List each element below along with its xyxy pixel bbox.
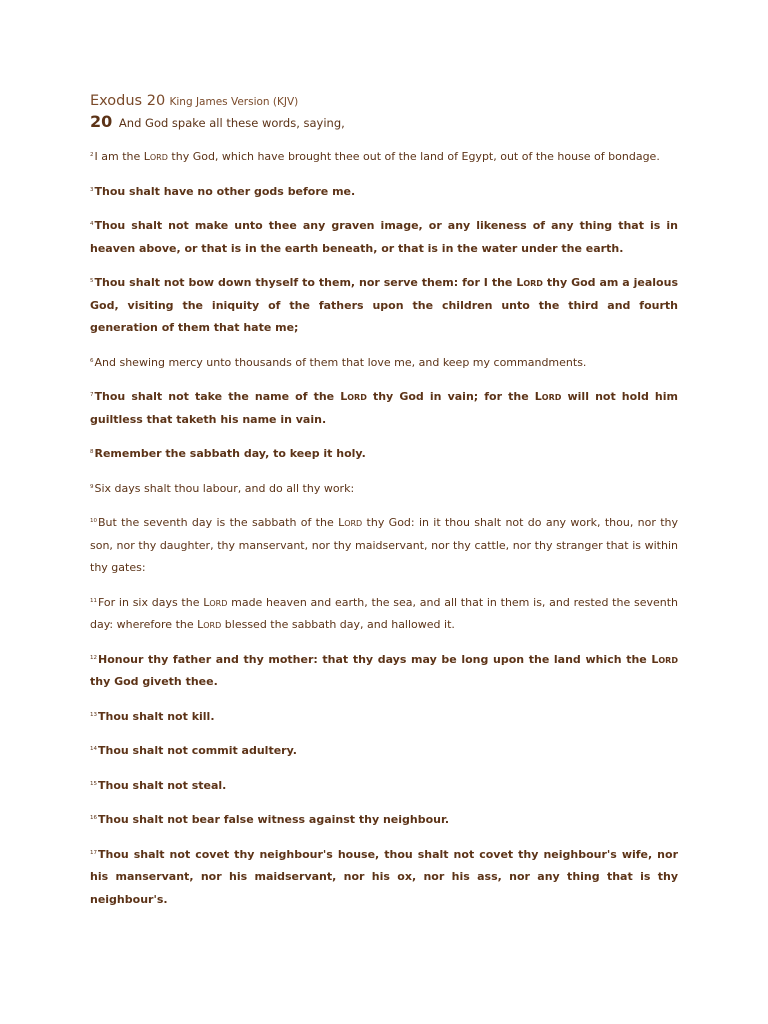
divine-name: Lord: [203, 595, 228, 609]
verse-text: Thou shalt not bear false witness against thy neighbour.: [98, 813, 450, 826]
verse-9: [90, 476, 678, 501]
passage-heading: [90, 92, 678, 112]
verse-text: thy God in vain; for the: [366, 390, 535, 403]
verse-number: 7: [90, 392, 94, 398]
verse-number: 6: [90, 357, 94, 364]
verse-1-text: And God spake all these words, saying,: [118, 116, 345, 130]
verse-text: And shewing mercy unto thousands of them that love me, and keep my commandments.: [94, 355, 587, 369]
verse-list: [90, 144, 678, 911]
divine-name: Lord: [338, 516, 363, 529]
verse-text: made heaven and earth, the sea, and all that in them is, and rested the seventh day: wherefore the: [90, 595, 678, 631]
verse-8: [90, 441, 678, 466]
verse-text: For in six days the: [98, 595, 204, 609]
verse-number: 2: [90, 152, 94, 158]
verse-number: 5: [90, 278, 94, 284]
divine-name: Lord: [534, 390, 562, 403]
verse-14: [90, 738, 678, 763]
verse-10: [90, 510, 678, 580]
verse-text: blessed the sabbath day, and hallowed it.: [221, 618, 455, 631]
divine-name: Lord: [340, 390, 367, 403]
document-page: [90, 92, 678, 921]
verse-number: 11: [90, 597, 97, 604]
verse-5: [90, 270, 678, 340]
verse-text: Thou shalt not make unto thee any graven image, or any likeness of any thing that is in heaven above, or that is in the earth beneath, or that is in the water under the earth.: [90, 219, 678, 255]
verse-17: [90, 842, 678, 912]
verse-number: 16: [90, 815, 97, 821]
verse-text: thy God: in it thou shalt not do any work, thou, nor thy son, nor thy daughter, thy manservant, nor thy maidservant, nor thy cattle, nor thy stranger that is within thy gates:: [90, 516, 678, 574]
verse-number: 8: [90, 449, 94, 455]
verse-text: thy God giveth thee.: [90, 675, 218, 688]
verse-12: [90, 647, 678, 694]
verse-2: [90, 144, 678, 169]
verse-number: 13: [90, 711, 97, 718]
verse-text: Thou shalt not commit adultery.: [98, 744, 297, 757]
verse-text: Thou shalt have no other gods before me.: [94, 184, 356, 198]
verse-text: Honour thy father and thy mother: that thy days may be long upon the land which the: [98, 652, 652, 666]
verse-text: Thou shalt not bow down thyself to them, nor serve them: for I the: [94, 276, 517, 289]
divine-name: Lord: [143, 150, 168, 163]
verse-text: But the seventh day is the sabbath of the: [98, 516, 339, 529]
divine-name: Lord: [197, 618, 222, 631]
verse-text: Remember the sabbath day, to keep it holy.: [94, 447, 366, 460]
verse-text: Thou shalt not steal.: [98, 778, 227, 792]
verse-text: I am the: [94, 150, 144, 163]
verse-4: [90, 213, 678, 260]
verse-7: [90, 384, 678, 431]
verse-text: Thou shalt not take the name of the: [94, 390, 341, 403]
verse-number: 3: [90, 186, 94, 193]
verse-15: [90, 773, 678, 798]
verse-number: 17: [90, 849, 97, 856]
verse-11: [90, 590, 678, 637]
verse-number: 10: [90, 518, 97, 524]
verse-text: Six days shalt thou labour, and do all thy work:: [94, 481, 355, 495]
verse-number: 9: [90, 483, 94, 490]
passage-reference: Exodus 20: [90, 93, 166, 109]
bible-version: King James Version (KJV): [169, 96, 299, 108]
verse-number: 14: [90, 746, 97, 752]
verse-text: Thou shalt not kill.: [98, 709, 215, 723]
chapter-intro: [90, 112, 678, 133]
divine-name: Lord: [516, 276, 543, 289]
verse-3: [90, 179, 678, 204]
chapter-number: 20: [90, 112, 113, 131]
divine-name: Lord: [651, 652, 678, 666]
verse-13: [90, 704, 678, 729]
verse-number: 15: [90, 780, 97, 787]
verse-text: will not hold him guiltless that taketh his name in vain.: [90, 390, 679, 426]
verse-16: [90, 807, 678, 832]
verse-number: 4: [90, 221, 94, 227]
verse-number: 12: [90, 654, 97, 661]
verse-text: thy God am a jealous God, visiting the iniquity of the fathers upon the children unto the third and fourth generation of them that hate me;: [90, 276, 678, 334]
verse-text: Thou shalt not covet thy neighbour's house, thou shalt not covet thy neighbour's wife, nor his manservant, nor his maidservant, nor his ox, nor his ass, nor any thing that is thy neighbour's.: [90, 847, 678, 906]
verse-6: [90, 350, 678, 375]
verse-text: thy God, which have brought thee out of the land of Egypt, out of the house of bondage.: [167, 150, 660, 163]
